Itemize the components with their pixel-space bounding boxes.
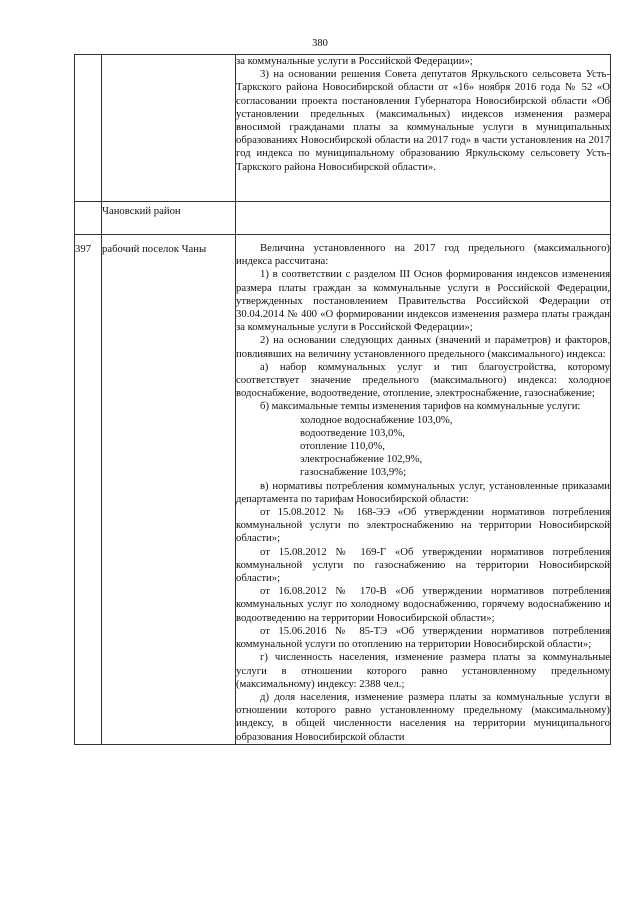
paragraph: от 15.08.2012 № 168-ЭЭ «Об утверждении нормативов потребления коммунальной услуги по электроснабжению на территории Новосибирской области»; [236, 506, 610, 545]
row-number-cell [75, 202, 102, 235]
paragraph: а) набор коммунальных услуг и тип благоустройства, которому соответствует значение предельного (максимального) индекса: холодное водоснабжение, водоотведение, отопление, электроснабжение, газоснабжение; [236, 360, 610, 400]
tariff-list [236, 414, 610, 480]
justification-cell [236, 202, 611, 235]
indices-table [74, 54, 611, 745]
paragraph: б) максимальные темпы изменения тарифов на коммунальные услуги: [260, 400, 581, 413]
list-item: холодное водоснабжение 103,0%, [300, 413, 453, 426]
paragraph: за коммунальные услуги в Российской Федерации»; [236, 55, 473, 67]
paragraph: д) доля населения, изменение размера платы за коммунальные услуги в отношении которого равно установленному предельному (максимальному) индексу, в общей численности населения на территории муниципального образования Новосибирской области [236, 690, 610, 743]
paragraph: в) нормативы потребления коммунальных услуг, установленные приказами департамента по тарифам Новосибирской области: [236, 479, 610, 505]
table-row [75, 235, 611, 745]
paragraph: Величина установленного на 2017 год предельного (максимального) индекса рассчитана: [236, 242, 610, 268]
row-number-cell: 397 [75, 235, 102, 745]
district-heading-cell: Чановский район [102, 202, 236, 235]
justification-cell [236, 55, 611, 202]
list-item: водоотведение 103,0%, [300, 426, 405, 439]
paragraph: 3) на основании решения Совета депутатов Яркульского сельсовета Усть-Таркского района Новосибирской области от «16» ноября 2016 года № 52 «О согласовании проекта постановления Губернатора Новосибирской области «Об установлении предельных (максимальных) индексов изменения размера вносимой гражданами платы за коммунальные услуги в муниципальных образованиях Новосибирской области на 2017 год» в части установления на 2017 год индекса по муниципальному образованию Яркульскому сельсовету Усть-Таркского района Новосибирской области». [236, 68, 610, 173]
justification-cell [236, 235, 611, 745]
municipality-cell [102, 55, 236, 202]
paragraph: 2) на основании следующих данных (значений и параметров) и факторов, повлиявших на величину установленного предельного (максимального) индекса: [236, 334, 610, 360]
paragraph: от 16.08.2012 № 170-В «Об утверждении нормативов потребления коммунальных услуг по холодному водоснабжению, горячему водоснабжению и водоотведению на территории Новосибирской области»; [236, 585, 610, 624]
list-item: газоснабжение 103,9%; [300, 466, 407, 479]
table-row [75, 202, 611, 235]
row-number-cell [75, 55, 102, 202]
list-item: отопление 110,0%, [300, 440, 385, 453]
table-row [75, 55, 611, 202]
paragraph: 1) в соответствии с разделом III Основ формирования индексов изменения размера платы граждан за коммунальные услуги в Российской Федерации, утвержденных постановлением Правительства Российской Федерации от 30.04.2014 № 400 «О формировании индексов изменения размера платы граждан за коммунальные услуги в Российской Федерации»; [236, 268, 610, 334]
paragraph: от 15.06.2016 № 85-ТЭ «Об утверждении нормативов потребления коммунальной услуги по отоплению на территории Новосибирской области»; [236, 624, 610, 651]
list-item: электроснабжение 102,9%, [300, 453, 423, 466]
municipality-cell: рабочий поселок Чаны [102, 235, 236, 745]
page-number: 380 [312, 38, 328, 49]
paragraph: от 15.08.2012 № 169-Г «Об утверждении нормативов потребления коммунальной услуги по газоснабжению на территории Новосибирской области»; [236, 545, 610, 585]
paragraph: г) численность населения, изменение размера платы за коммунальные услуги в отношении которого равно установленному предельному (максимальному) индексу: 2388 чел.; [236, 651, 610, 690]
